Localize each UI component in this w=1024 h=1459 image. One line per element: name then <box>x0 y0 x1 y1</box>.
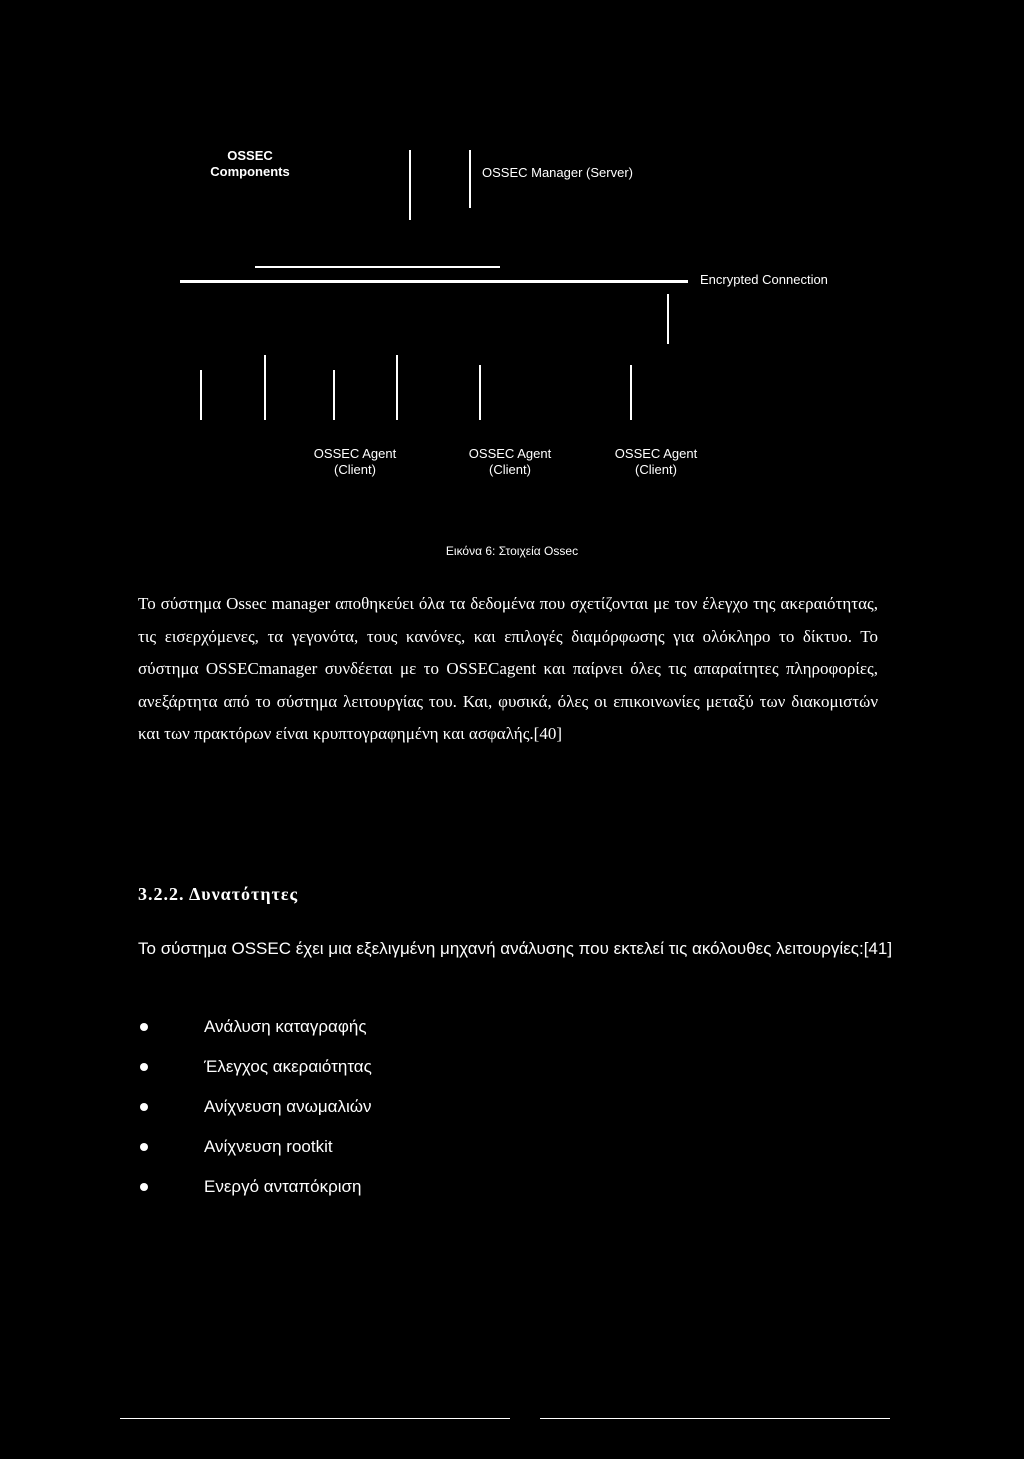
agent-name: OSSEC Agent <box>614 446 698 461</box>
agent-type: (Client) <box>334 462 376 477</box>
agent-label <box>601 446 711 478</box>
agent-link-line <box>630 365 632 420</box>
server-link-line <box>667 294 669 344</box>
list-item <box>138 1007 372 1047</box>
list-item <box>138 1087 372 1127</box>
footer-divider <box>540 1418 890 1419</box>
bullet-icon <box>140 1103 148 1111</box>
agent-type: (Client) <box>489 462 531 477</box>
components-label: OSSEC Components <box>210 148 290 179</box>
agent-link-line <box>264 355 266 420</box>
agent-name: OSSEC Agent <box>468 446 552 461</box>
connection-label: Encrypted Connection <box>700 272 828 287</box>
list-item-text: Ανίχνευση rootkit <box>204 1137 333 1156</box>
agent-link-line <box>396 355 398 420</box>
body-paragraph: Το σύστημα Ossec manager αποθηκεύει όλα τα δεδομένα που σχετίζονται με τον έλεγχο της ακεραιότητας, τις εισερχόμενες, τα γεγονότα, τους κανόνες, και επιλογές διαμόρφωσης για ολόκληρο το δίκτυο. Το σύστημα OSSECmanager συνδέεται με το OSSECagent και παίρνει όλες τις απαραίτητες πληροφορίες, ανεξάρτητα από το σύστημα λειτουργίας του. Και, φυσικά, όλες οι επικοινωνίες μεταξύ των διακομιστών και των πρακτόρων είναι κρυπτογραφημένη και ασφαλής.[40] <box>138 594 878 743</box>
agent-name: OSSEC Agent <box>313 446 397 461</box>
agent-link-line <box>333 370 335 420</box>
bullet-icon <box>140 1183 148 1191</box>
components-bracket-right <box>469 150 471 208</box>
bullet-icon <box>140 1143 148 1151</box>
agent-link-line <box>200 370 202 420</box>
figure-caption: Εικόνα 6: Στοιχεία Ossec <box>445 544 579 558</box>
encrypted-connection-line-top <box>255 266 500 268</box>
agent-type: (Client) <box>635 462 677 477</box>
bullet-icon <box>140 1063 148 1071</box>
components-bracket-left <box>409 150 411 220</box>
manager-label: OSSEC Manager (Server) <box>482 165 633 180</box>
list-item-text: Ανάλυση καταγραφής <box>204 1017 367 1036</box>
list-item <box>138 1127 372 1167</box>
encrypted-connection-line <box>180 280 688 283</box>
capabilities-list <box>138 1007 372 1207</box>
agent-link-line <box>479 365 481 420</box>
agent-label <box>300 446 410 478</box>
list-item <box>138 1047 372 1087</box>
bullet-icon <box>140 1023 148 1031</box>
list-item <box>138 1167 372 1207</box>
body-paragraph: Το σύστημα OSSEC έχει μια εξελιγμένη μηχανή ανάλυσης που εκτελεί τις ακόλουθες λειτουργίες:[41] <box>138 939 893 958</box>
footer-divider <box>120 1418 510 1419</box>
list-item-text: Έλεγχος ακεραιότητας <box>204 1057 372 1076</box>
list-item-text: Ανίχνευση ανωμαλιών <box>204 1097 372 1116</box>
section-heading: 3.2.2. Δυνατότητες <box>138 884 299 904</box>
list-item-text: Ενεργό ανταπόκριση <box>204 1177 362 1196</box>
agent-label <box>455 446 565 478</box>
